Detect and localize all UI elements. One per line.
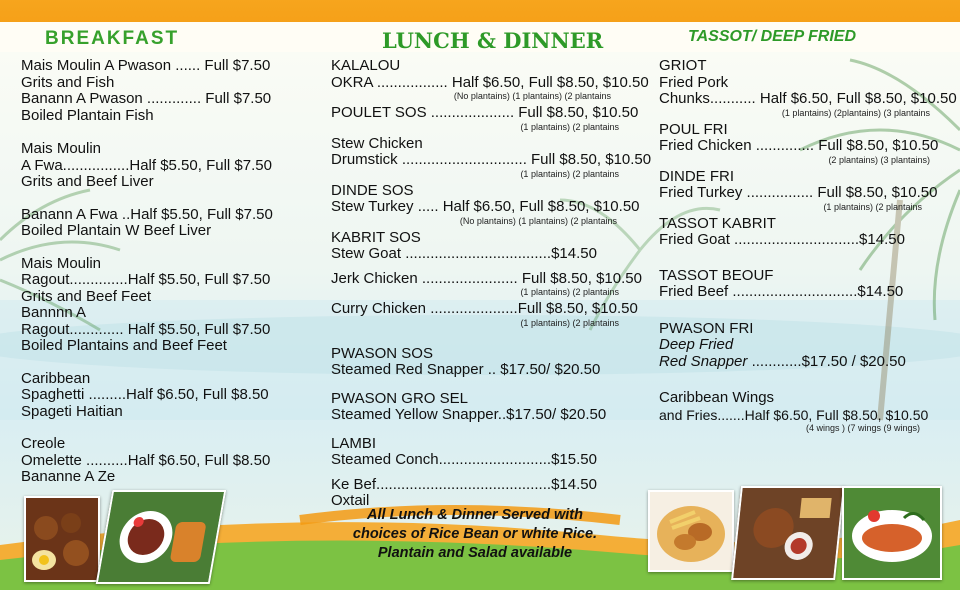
portion-note: (1 plantains) (2 plantains bbox=[823, 201, 922, 212]
item-line: A Fwa................Half $5.50, Full $7.50 bbox=[21, 156, 272, 174]
menu-item bbox=[659, 169, 944, 212]
item-line: Chunks........... Half $6.50, Full $8.50, $10.50 bbox=[659, 90, 957, 107]
item-line bbox=[659, 354, 944, 371]
item-line: Grits and Beef Feet bbox=[21, 287, 152, 305]
item-line: PWASON FRI bbox=[659, 319, 754, 337]
item-line: Mais Moulin A Pwason ...... Full $7.50 bbox=[21, 57, 271, 74]
item-line: Stew Turkey ..... Half $6.50, Full $8.50, $10.50 bbox=[331, 198, 640, 215]
item-line: POULET SOS .................... Full $8.50, $10.50 bbox=[331, 104, 639, 121]
item-line: Fried Goat ..............................$14.50 bbox=[659, 231, 905, 248]
item-line: Steamed Conch...........................$15.50 bbox=[331, 451, 597, 468]
menu-item bbox=[659, 57, 957, 118]
portion-note: (No plantains) (1 plantains) (2 plantains bbox=[459, 215, 617, 226]
item-line: OKRA ................. Half $6.50, Full $8.50, $10.50 bbox=[331, 73, 649, 91]
item-line: Boiled Plantain W Beef Liver bbox=[21, 222, 212, 239]
tassot-column bbox=[659, 57, 957, 433]
item-line: POUL FRI bbox=[659, 120, 728, 138]
footer-note-line: All Lunch & Dinner Served with bbox=[367, 507, 583, 523]
item-line: Deep Fried bbox=[659, 336, 734, 353]
menu-item bbox=[331, 391, 631, 424]
item-line: Mais Moulin bbox=[21, 140, 102, 157]
item-line: Ke Bef..........................................$14.50 bbox=[331, 475, 597, 493]
item-line: Ragout............. Half $5.50, Full $7.50 bbox=[21, 320, 271, 338]
snapper-image bbox=[844, 488, 940, 578]
food-photo-wings bbox=[648, 490, 734, 572]
item-line: Oxtail bbox=[331, 492, 370, 509]
item-price: ............$17.50 / $20.50 bbox=[747, 352, 906, 370]
footer-note bbox=[330, 506, 620, 563]
portion-note: (2 plantains) (3 plantains) bbox=[828, 154, 930, 165]
item-line: DINDE SOS bbox=[331, 181, 414, 199]
footer-note-line: choices of Rice Bean or white Rice. bbox=[352, 526, 598, 542]
menu-item bbox=[659, 216, 944, 249]
item-line: Stew Chicken bbox=[331, 134, 423, 152]
food-photo-snapper bbox=[842, 486, 942, 580]
breakfast-heading: BREAKFAST bbox=[45, 28, 180, 49]
menu-item bbox=[331, 269, 642, 298]
item-line: KALALOU bbox=[331, 57, 401, 74]
menu-item bbox=[21, 436, 306, 486]
menu-item bbox=[331, 57, 649, 101]
food-photo-griot bbox=[731, 486, 845, 580]
item-line: Caribbean bbox=[21, 369, 91, 387]
item-line: PWASON GRO SEL bbox=[331, 389, 468, 407]
menu-item bbox=[331, 230, 631, 263]
item-line: Steamed Red Snapper .. $17.50/ $20.50 bbox=[331, 361, 601, 378]
portion-note: (1 plantains) (2 plantains bbox=[520, 287, 619, 297]
tassot-heading: TASSOT/ DEEP FRIED bbox=[688, 28, 857, 45]
item-line: PWASON SOS bbox=[331, 344, 433, 362]
item-line: DINDE FRI bbox=[659, 167, 734, 185]
menu-item bbox=[21, 207, 306, 240]
portion-note: (1 plantains) (2 plantains bbox=[520, 317, 619, 328]
item-line: and Fries.......Half $6.50, Full $8.50, $10.50 bbox=[659, 406, 929, 423]
menu-item bbox=[21, 141, 306, 191]
item-line: Ragout..............Half $5.50, Full $7.50 bbox=[21, 271, 271, 288]
menu-item bbox=[331, 477, 631, 510]
menu-item bbox=[331, 181, 640, 226]
item-line: Jerk Chicken ....................... Full $8.50, $10.50 bbox=[331, 269, 642, 287]
item-line: Boiled Plantains and Beef Feet bbox=[21, 337, 227, 354]
item-line: GRIOT bbox=[659, 57, 707, 74]
portion-note: (1 plantains) (2 plantains bbox=[520, 168, 619, 179]
portion-note: (4 wings ) (7 wings (9 wings) bbox=[805, 423, 920, 433]
menu-item bbox=[331, 346, 631, 379]
menu-item bbox=[659, 390, 944, 433]
portion-note: (1 plantains) (2plantains) (3 plantains bbox=[781, 107, 930, 118]
item-line: Fried Beef ..............................$14.50 bbox=[659, 283, 904, 300]
item-line: Fried Chicken .............. Full $8.50, $10.50 bbox=[659, 137, 939, 154]
item-line: Creole bbox=[21, 435, 66, 452]
griot-image bbox=[733, 488, 842, 578]
lunch-dinner-heading: LUNCH & DINNER bbox=[382, 28, 604, 53]
item-line: Grits and Beef Liver bbox=[21, 173, 154, 190]
item-line: Fried Pork bbox=[659, 73, 729, 91]
menu-item bbox=[659, 122, 944, 165]
menu-item bbox=[331, 134, 652, 179]
item-line: Banann A Pwason ............. Full $7.50 bbox=[21, 90, 272, 107]
item-line: Curry Chicken .....................Full $8.50, $10.50 bbox=[331, 300, 638, 317]
item-line: Steamed Yellow Snapper..$17.50/ $20.50 bbox=[331, 406, 607, 423]
item-line: Stew Goat ...................................$14.50 bbox=[331, 245, 597, 262]
food-photo-stew bbox=[24, 496, 100, 582]
item-line: Grits and Fish bbox=[21, 73, 115, 91]
portion-note: (1 plantains) (2 plantains bbox=[520, 121, 619, 132]
item-line: Omelette ..........Half $6.50, Full $8.50 bbox=[21, 451, 271, 469]
item-line: TASSOT KABRIT bbox=[659, 214, 776, 232]
footer-note-line: Plantain and Salad available bbox=[377, 545, 573, 561]
menu-item bbox=[21, 58, 306, 124]
item-line: Drumstick .............................. Full $8.50, $10.50 bbox=[331, 151, 652, 168]
menu-item bbox=[331, 300, 638, 328]
item-line: Bananne A Ze bbox=[21, 468, 116, 485]
stew-image bbox=[26, 498, 98, 580]
item-line: Bannnn A bbox=[21, 304, 87, 321]
food-photo-platter bbox=[96, 490, 227, 584]
item-line: TASSOT BEOUF bbox=[659, 266, 774, 284]
item-line: Banann A Fwa ..Half $5.50, Full $7.50 bbox=[21, 205, 273, 223]
item-line: Caribbean Wings bbox=[659, 389, 775, 406]
item-line: Fried Turkey ................ Full $8.50, $10.50 bbox=[659, 184, 938, 201]
menu-item bbox=[659, 321, 944, 371]
menu-item bbox=[21, 371, 306, 421]
menu-item bbox=[659, 268, 944, 301]
menu-item bbox=[21, 256, 306, 355]
item-line: Spaghetti .........Half $6.50, Full $8.50 bbox=[21, 386, 269, 403]
menu-item bbox=[331, 104, 639, 132]
item-line: Mais Moulin bbox=[21, 254, 102, 272]
menu-item bbox=[331, 436, 631, 469]
item-name-italic: Red Snapper bbox=[659, 352, 748, 370]
item-line: Spageti Haitian bbox=[21, 402, 123, 420]
item-line: Boiled Plantain Fish bbox=[21, 106, 154, 124]
platter-image bbox=[98, 492, 224, 582]
lunch-dinner-column bbox=[331, 57, 652, 510]
breakfast-column bbox=[21, 58, 306, 486]
item-line: LAMBI bbox=[331, 434, 377, 452]
portion-note: (No plantains) (1 plantains) (2 plantains bbox=[453, 91, 611, 101]
item-line: KABRIT SOS bbox=[331, 228, 421, 246]
wings-image bbox=[650, 492, 732, 570]
